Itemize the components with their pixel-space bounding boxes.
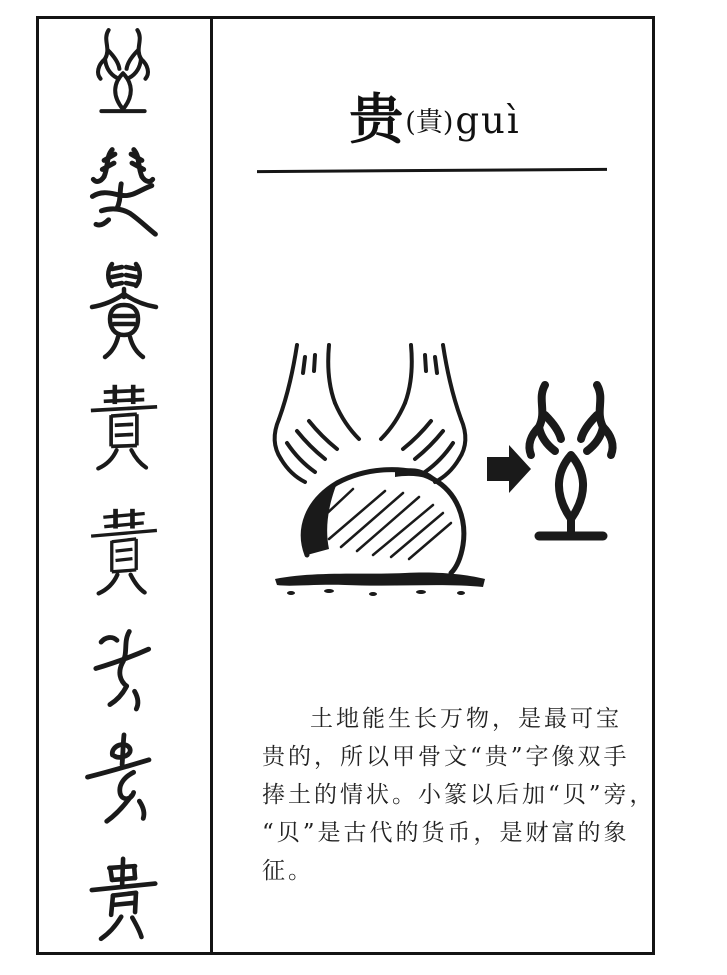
oracle-bone-script-glyph <box>78 24 168 119</box>
right-arrow-icon <box>487 445 531 493</box>
regular-script-glyph <box>76 506 172 600</box>
explanation-line: 征。 <box>262 858 314 884</box>
explanation-line: 贵的，所以甲骨文“贵”字像双手 <box>262 744 630 770</box>
small-seal-script-glyph <box>74 260 174 362</box>
explanation-line: 捧土的情状。小篆以后加“贝”旁， <box>262 782 656 808</box>
headword-character: 贵 <box>349 87 404 151</box>
modern-script-glyph <box>76 856 172 948</box>
entry-title <box>212 86 658 152</box>
explanation-line: 土地能生长万物，是最可宝 <box>310 706 622 732</box>
semi-cursive-script-glyph <box>74 732 174 828</box>
traditional-variant: (貴) <box>405 106 454 138</box>
clerical-script-glyph <box>76 382 172 474</box>
pinyin-reading: guì <box>455 98 521 142</box>
explanation-line: “贝”是古代的货币，是财富的象 <box>262 820 630 846</box>
bronze-script-glyph <box>78 142 168 240</box>
cursive-script-glyph <box>80 626 168 718</box>
explanation-text <box>262 700 656 890</box>
oracle-bone-character-glyph <box>529 385 612 536</box>
hands-molding-earth-drawing <box>275 345 485 596</box>
column-divider <box>210 16 213 955</box>
etymology-illustration <box>245 343 660 598</box>
